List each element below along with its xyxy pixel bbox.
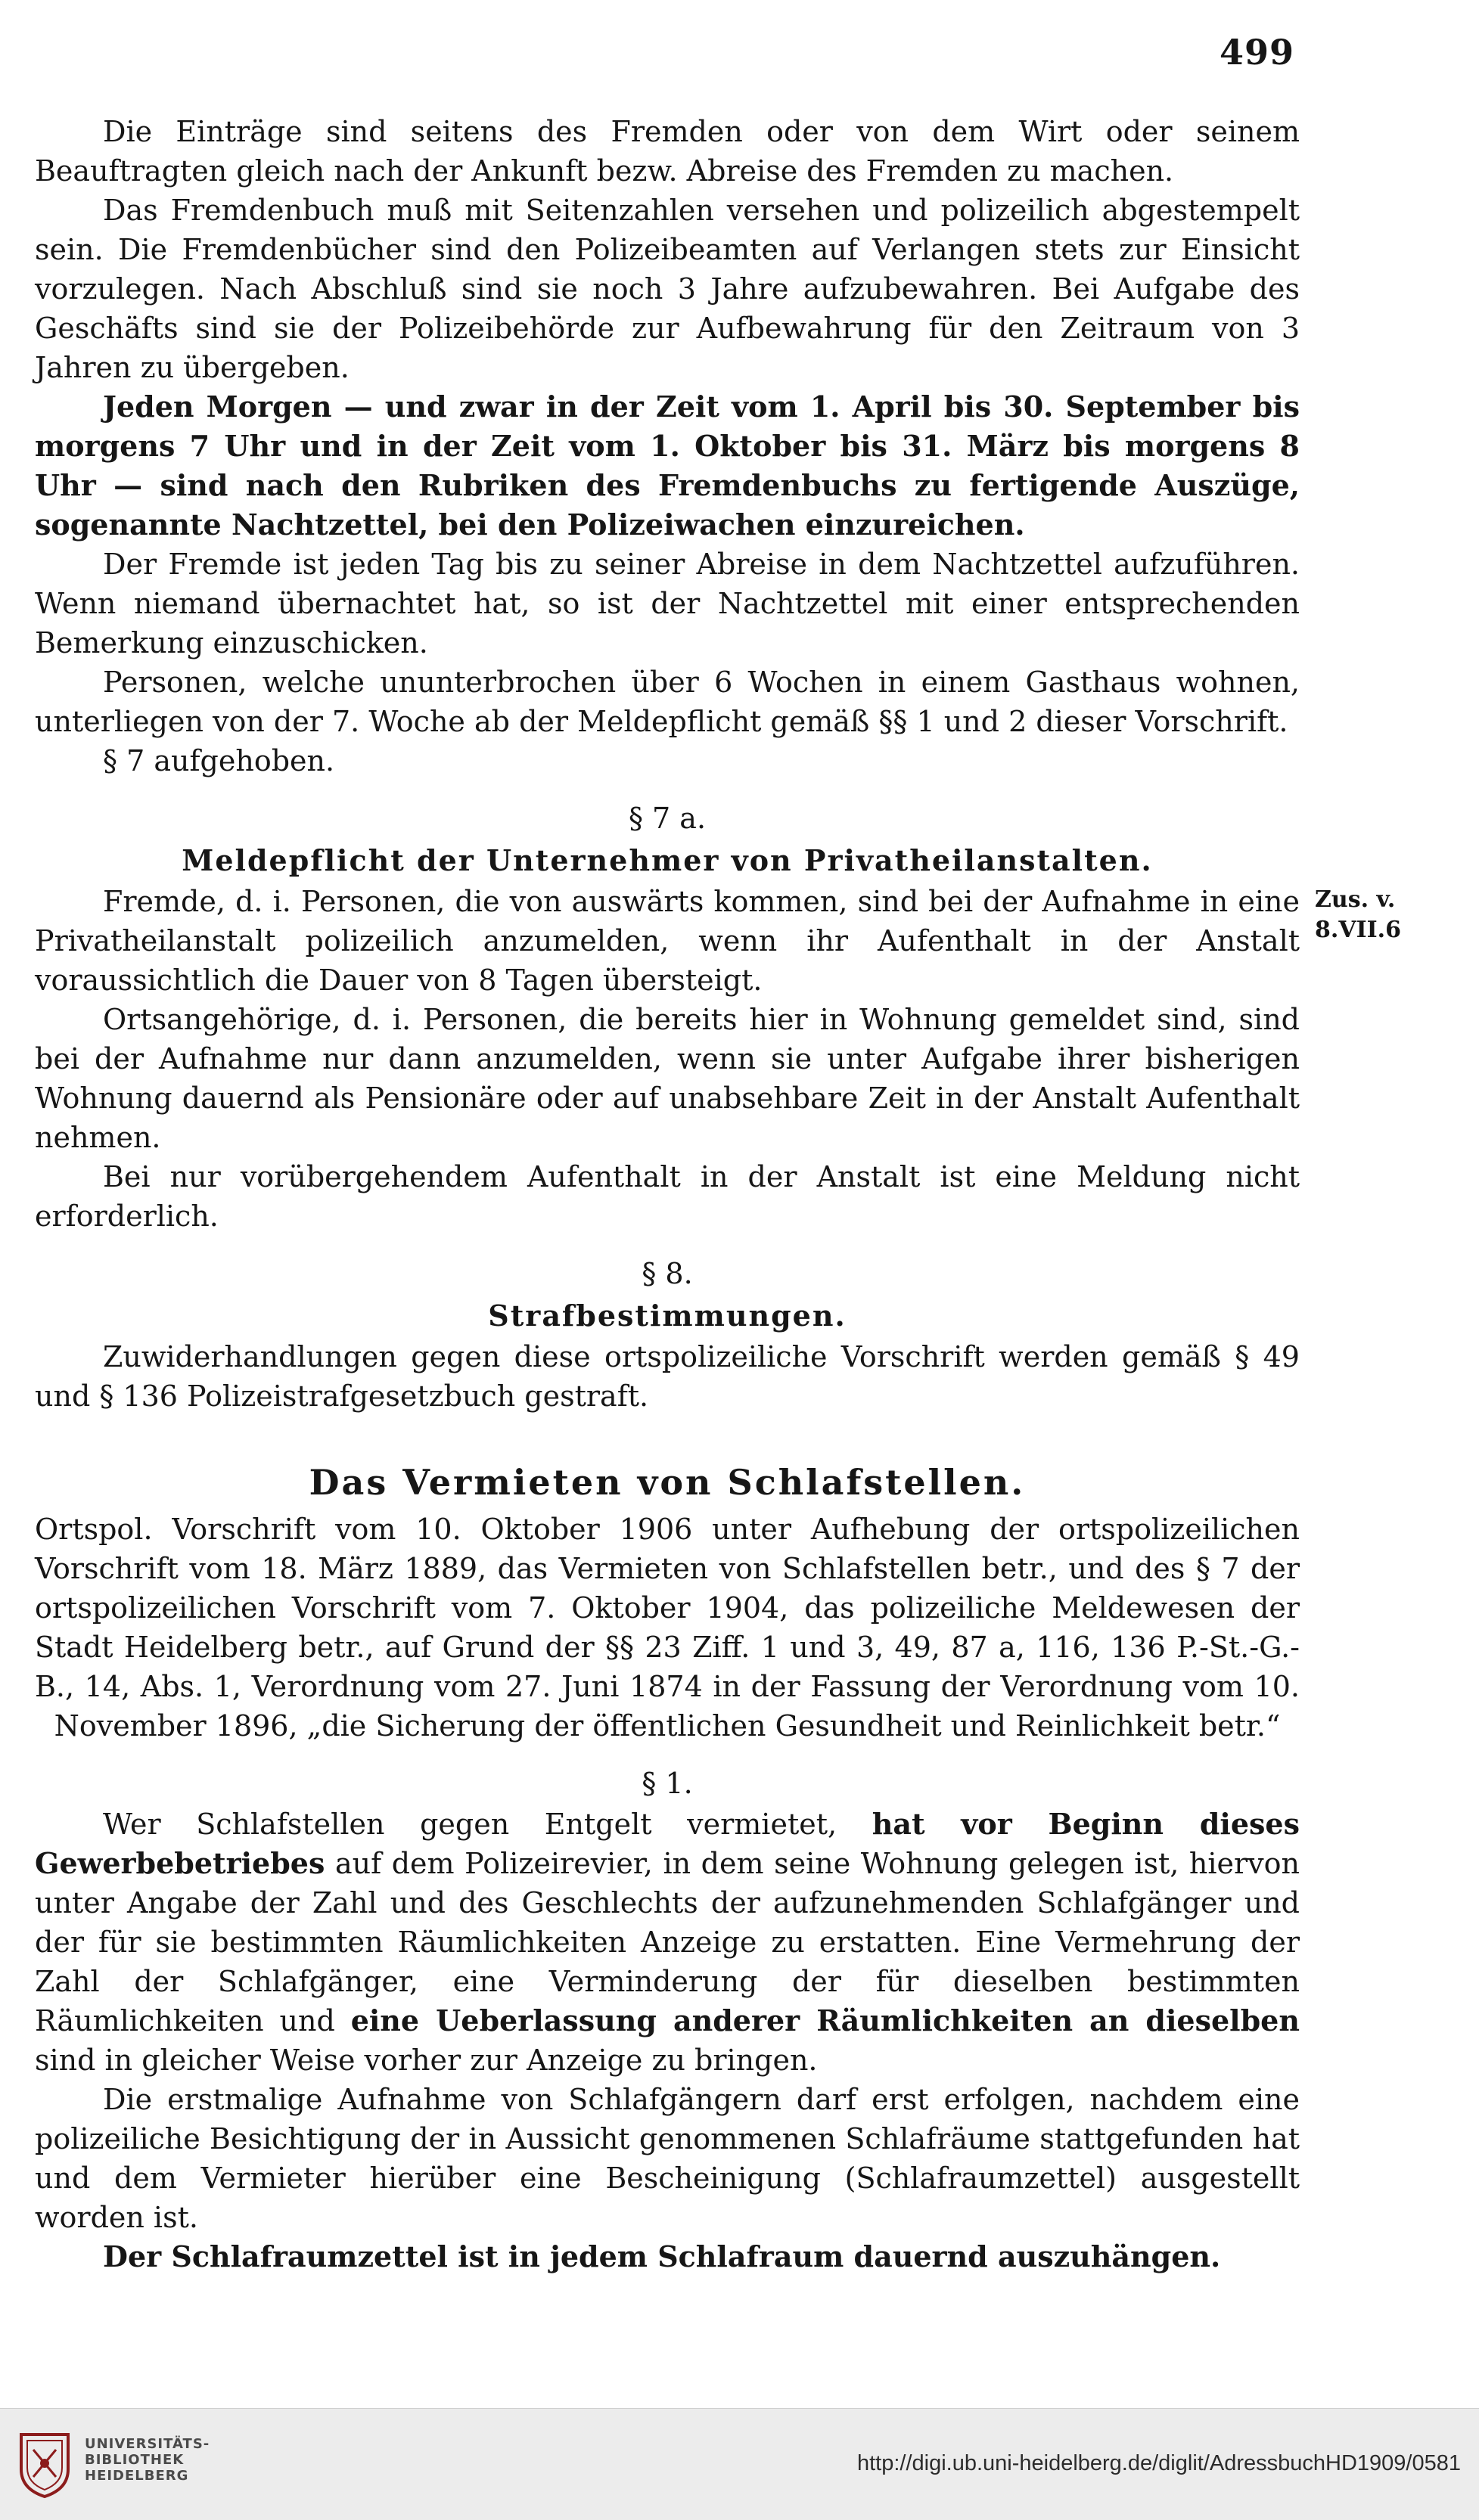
paragraph-entries: Die Einträge sind seitens des Fremden oder von dem Wirt oder seinem Beauftragten gleich nach der Ankunft bezw. Abreise des Fremden zu machen. — [35, 115, 1300, 188]
margin-note-line-1: Zus. v. — [1315, 886, 1396, 913]
section-8-title: Strafbestimmungen. — [488, 1299, 847, 1333]
section-7a-number: § 7 a. — [628, 802, 707, 835]
text-run-bold: eine Ueberlassung anderer Räumlichkeiten an dieselben — [350, 2003, 1300, 2037]
library-name-line-3: HEIDELBERG — [85, 2468, 189, 2484]
chapter-intro: Ortspol. Vorschrift vom 10. Oktober 1906 unter Aufhebung der ortspolizeilichen Vorschrift vom 18. März 1889, das Vermieten von Schlafstellen betr., und des § 7 der ortspolizeilichen Vorschrift vom 7. Oktober 1904, das polizeiliche Meldewesen der Stadt Heidelberg betr., auf Grund der §§ 23 Ziff. 1 und 3, 49, 87 a, 116, 136 P.-St.-G.-B., 14, Abs. 1, Verordnung vom 27. Juni 1874 in der Fassung der Verordnung vom 10. November 1896, „die Sicherung der öffentlichen Gesundheit und Reinlichkeit betr.“ — [35, 1513, 1300, 1743]
section-8-paragraph: Zuwiderhandlungen gegen diese ortspolizeiliche Vorschrift werden gemäß § 49 und § 136 Polizeistrafgesetzbuch gestraft. — [35, 1340, 1300, 1413]
library-name — [85, 2436, 210, 2484]
library-name-line-1: UNIVERSITÄTS- — [85, 2436, 210, 2452]
paragraph-long-stay: Personen, welche ununterbrochen über 6 Wochen in einem Gasthaus wohnen, unterliegen von der 7. Woche ab der Meldepflicht gemäß §§ 1 und 2 dieser Vorschrift. — [35, 666, 1300, 738]
section-7a-paragraph-1: Fremde, d. i. Personen, die von auswärts kommen, sind bei der Aufnahme in eine Privatheilanstalt polizeilich anzumelden, wenn ihr Aufenthalt in der Anstalt voraussichtlich die Dauer von 8 Tagen übersteigt. — [35, 885, 1300, 997]
text-run: Wer Schlafstellen gegen Entgelt vermietet, — [103, 1808, 872, 1841]
library-name-line-2: BIBLIOTHEK — [85, 2452, 185, 2468]
viewer-footer — [0, 2408, 1479, 2520]
text-run-bold: hat vor Beginn dieses Gewerbebetriebes — [35, 1807, 1300, 1880]
paragraph-night-slips: Jeden Morgen — und zwar in der Zeit vom 1. April bis 30. September bis morgens 7 Uhr und in der Zeit vom 1. Oktober bis 31. März bis morgens 8 Uhr — sind nach den Rubriken des Fremdenbuchs zu fertigende Auszüge, sogenannte Nachtzettel, bei den Polizeiwachen einzureichen. — [35, 389, 1300, 542]
margin-note — [1315, 885, 1443, 945]
page-body — [35, 112, 1300, 2276]
section-7a-paragraph-3: Bei nur vorübergehendem Aufenthalt in der Anstalt ist eine Meldung nicht erforderlich. — [35, 1160, 1300, 1233]
page-number: 499 — [1219, 32, 1294, 73]
margin-note-line-2: 8.VII.6 — [1315, 917, 1401, 943]
university-seal-icon — [17, 2430, 73, 2500]
chapter-section-1-paragraph-3: Der Schlafraumzettel ist in jedem Schlafraum dauernd auszuhängen. — [103, 2239, 1221, 2273]
permalink-url[interactable]: http://digi.ub.uni-heidelberg.de/diglit/AdressbuchHD1909/0581 — [856, 2451, 1461, 2475]
paragraph-section-7-repealed: § 7 aufgehoben. — [103, 744, 335, 777]
paragraph-daily-listing: Der Fremde ist jeden Tag bis zu seiner Abreise in dem Nachtzettel aufzuführen. Wenn niemand übernachtet hat, so ist der Nachtzettel mit einer entsprechenden Bemerkung einzuschicken. — [35, 548, 1300, 659]
paragraph-register: Das Fremdenbuch muß mit Seitenzahlen versehen und polizeilich abgestempelt sein. Die Fremdenbücher sind den Polizeibeamten auf Verlangen stets zur Einsicht vorzulegen. Nach Abschluß sind sie noch 3 Jahre aufzubewahren. Bei Aufgabe des Geschäfts sind sie der Polizeibehörde zur Aufbewahrung für den Zeitraum von 3 Jahren zu übergeben. — [35, 194, 1300, 384]
text-run: auf dem Polizeirevier, in dem seine Wohnung gelegen ist, hiervon unter Angabe der Zahl und des Geschlechts der aufzunehmenden Schlafgänger und der für sie bestimmten Räumlichkeiten Anzeige zu erstatten. Eine Vermehrung der Zahl der Schlafgänger, eine Verminderung der für dieselben bestimmten Räumlichkeiten und — [35, 1847, 1300, 2037]
section-7a-paragraph-2: Ortsangehörige, d. i. Personen, die bereits hier in Wohnung gemeldet sind, sind bei der Aufnahme nur dann anzumelden, wenn sie unter Aufgabe ihrer bisherigen Wohnung dauernd als Pensionäre oder auf unabsehbare Zeit in der Anstalt Aufenthalt nehmen. — [35, 1003, 1300, 1154]
text-run: sind in gleicher Weise vorher zur Anzeige zu bringen. — [35, 2044, 818, 2077]
chapter-title: Das Vermieten von Schlafstellen. — [309, 1462, 1026, 1503]
chapter-section-1-paragraph-2: Die erstmalige Aufnahme von Schlafgängern darf erst erfolgen, nachdem eine polizeiliche Besichtigung der in Aussicht genommenen Schlafräume stattgefunden hat und dem Vermieter hierüber eine Bescheinigung (Schlafraumzettel) ausgestellt worden ist. — [35, 2083, 1300, 2234]
section-8-number: § 8. — [642, 1257, 693, 1290]
section-7a-title: Meldepflicht der Unternehmer von Privatheilanstalten. — [182, 843, 1153, 877]
chapter-section-1-paragraph-1 — [35, 1805, 1300, 2080]
chapter-section-1-number: § 1. — [642, 1767, 693, 1800]
